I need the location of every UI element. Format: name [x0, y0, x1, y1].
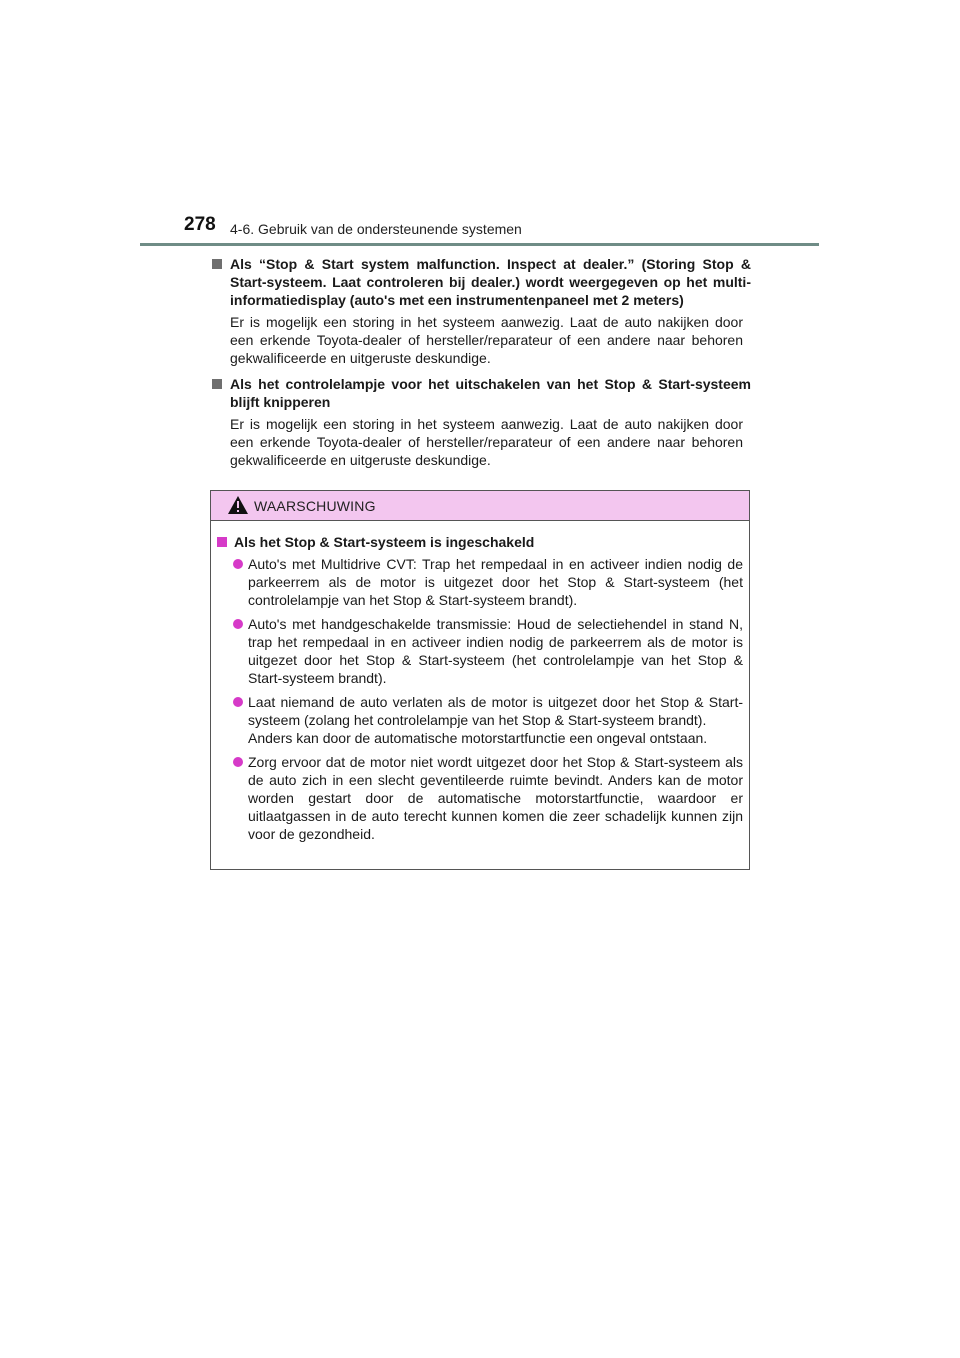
section-indicator-blinking	[211, 375, 751, 469]
round-bullet-icon	[233, 757, 243, 767]
list-item: Laat niemand de auto verlaten als de motor is uitgezet door het Stop & Start-systeem (zolang het controlelampje van het Stop & Start-systeem brandt). Anders kan door de automatische motorstartfunctie een ongeval ontstaan.	[217, 693, 743, 747]
section-body: Er is mogelijk een storing in het systeem aanwezig. Laat de auto nakijken door een erkende Toyota-dealer of hersteller/reparateur of een andere naar behoren gekwalificeerde en uitgeruste deskundige.	[230, 314, 743, 366]
warning-body	[211, 521, 749, 843]
header-divider	[140, 243, 819, 246]
warning-title: WAARSCHUWING	[254, 498, 376, 514]
round-bullet-icon	[233, 559, 243, 569]
list-item: Auto's met Multidrive CVT: Trap het rempedaal in en activeer indien nodig de parkeerrem als de motor is uitgezet door het Stop & Start-systeem (het controlelampje van het Stop & Start-systeem brandt).	[217, 555, 743, 609]
section-malfunction-message	[211, 255, 751, 367]
warning-header	[211, 491, 749, 521]
square-bullet-icon	[212, 379, 222, 389]
square-bullet-icon	[212, 259, 222, 269]
square-bullet-icon	[217, 537, 227, 547]
main-content	[211, 255, 751, 477]
round-bullet-icon	[233, 697, 243, 707]
chapter-title: 4-6. Gebruik van de ondersteunende systemen	[230, 221, 522, 237]
list-item: Zorg ervoor dat de motor niet wordt uitgezet door het Stop & Start-systeem als de auto zich in een slecht geventileerde ruimte bevindt. Anders kan de motor worden gestart door de automatische motorstartfunctie, waardoor er uitlaatgassen in de auto terecht kunnen komen die zeer schadelijk kunnen zijn voor de gezondheid.	[217, 753, 743, 843]
list-item-extra: Anders kan door de automatische motorstartfunctie een ongeval ontstaan.	[248, 730, 708, 746]
warning-heading: Als het Stop & Start-systeem is ingeschakeld	[234, 534, 535, 550]
page-number: 278	[184, 214, 216, 235]
warning-box	[210, 490, 750, 870]
section-heading: Als het controlelampje voor het uitschakelen van het Stop & Start-systeem blijft knipperen	[230, 376, 751, 410]
warning-triangle-icon	[227, 495, 249, 515]
round-bullet-icon	[233, 619, 243, 629]
section-body: Er is mogelijk een storing in het systeem aanwezig. Laat de auto nakijken door een erkende Toyota-dealer of hersteller/reparateur of een andere naar behoren gekwalificeerde en uitgeruste deskundige.	[230, 416, 743, 468]
section-heading: Als “Stop & Start system malfunction. Inspect at dealer.” (Storing Stop & Start-systeem. Laat controleren bij dealer.) wordt weergegeven op het multi-informatiedisplay (auto's met een instrumentenpaneel met 2 meters)	[230, 256, 751, 308]
list-item: Auto's met handgeschakelde transmissie: Houd de selectiehendel in stand N, trap het rempedaal in en activeer indien nodig de parkeerrem als de motor is uitgezet door het Stop & Start-systeem (het controlelampje van het Stop & Start-systeem brandt).	[217, 615, 743, 687]
